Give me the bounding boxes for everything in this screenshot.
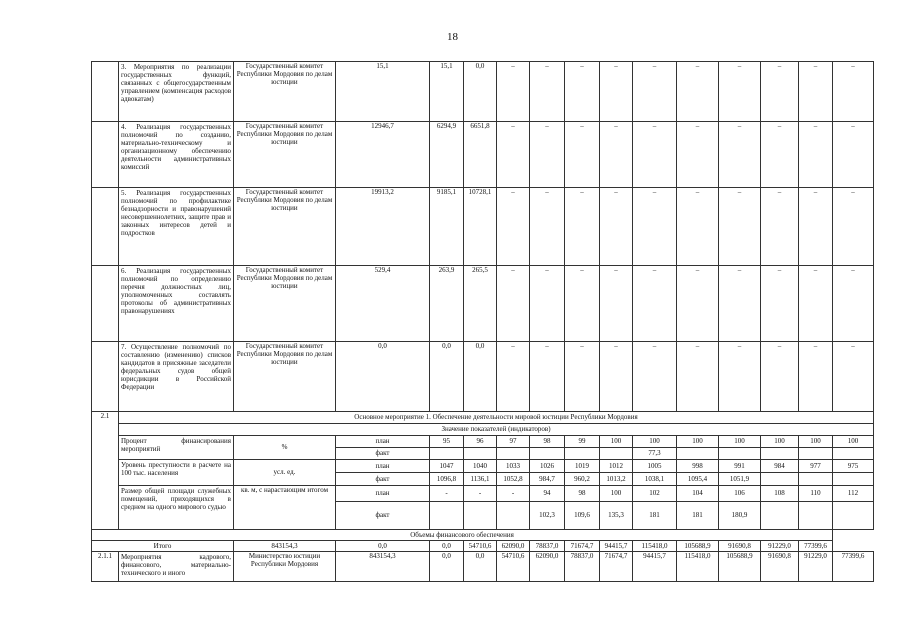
activity-value: – (833, 188, 874, 266)
fact-value (799, 502, 833, 530)
activity-value: – (799, 188, 833, 266)
fact-value: 77,3 (633, 448, 677, 460)
plan-value: 100 (633, 436, 677, 448)
activity-row (92, 188, 874, 266)
activity-value: – (677, 122, 719, 188)
activity-value: 6651,8 (464, 122, 497, 188)
activity-executor: Государственный комитет Республики Мордовия по делам юстиции (234, 188, 336, 266)
fact-value (430, 448, 464, 460)
activity-value: – (600, 188, 633, 266)
plan-value: 100 (833, 436, 874, 448)
fact-value: 1051,9 (719, 473, 761, 486)
activity-value: 0,0 (430, 342, 464, 412)
activity-value: – (600, 342, 633, 412)
activity-value: – (565, 266, 600, 342)
fact-value (799, 473, 833, 486)
activity-value: – (565, 122, 600, 188)
plan-value: 100 (719, 436, 761, 448)
plan-value: 991 (719, 460, 761, 473)
activity-value: – (530, 188, 565, 266)
activity-value: – (761, 266, 799, 342)
fact-value: 1095,4 (677, 473, 719, 486)
fact-value (464, 448, 497, 460)
activity-value: 6294,9 (430, 122, 464, 188)
activity-executor: Государственный комитет Республики Мордовия по делам юстиции (234, 342, 336, 412)
indicator-unit: кв. м, с нарастающим итогом (234, 486, 336, 530)
activity-value: – (497, 342, 530, 412)
plan-value: - (497, 486, 530, 502)
totals-label: Итого (92, 541, 234, 552)
sub-row-name: Мероприятия кадрового, финансового, материально-технического и иного (119, 552, 234, 582)
plan-value: 102 (633, 486, 677, 502)
fact-value: 1096,8 (430, 473, 464, 486)
fact-label: факт (336, 473, 430, 486)
activity-value: – (633, 342, 677, 412)
page-number: 18 (447, 31, 458, 43)
activity-value: – (719, 342, 761, 412)
activity-name: 3. Мероприятия по реализации государственных функций, связанных с общегосударственным управлением (компенсация расходов адвокатам) (119, 62, 234, 122)
indicator-plan-row (92, 460, 874, 473)
plan-value: - (430, 486, 464, 502)
activity-value: – (719, 62, 761, 122)
fact-value: 984,7 (530, 473, 565, 486)
activity-value: – (761, 62, 799, 122)
indicator-unit: усл. ед. (234, 460, 336, 486)
activity-name: 5. Реализация государственных полномочий по профилактике безнадзорности и правонарушений несовершеннолетних, защите прав и законных интересов детей и подростков (119, 188, 234, 266)
activity-value: – (530, 342, 565, 412)
activity-value: – (530, 122, 565, 188)
activity-value: – (600, 122, 633, 188)
indicator-name: Процент финансирования мероприятий (119, 436, 234, 460)
totals-value: 78837,0 (530, 541, 565, 552)
fact-value: 1013,2 (600, 473, 633, 486)
activity-value: – (833, 342, 874, 412)
activity-executor: Государственный комитет Республики Мордовия по делам юстиции (234, 122, 336, 188)
plan-label: план (336, 460, 430, 473)
funding-header: Объемы финансового обеспечения (92, 530, 833, 541)
activity-value: – (833, 62, 874, 122)
fact-value: 960,2 (565, 473, 600, 486)
sub-row-value: 77399,6 (833, 552, 874, 582)
sub-row-value: 0,0 (464, 552, 497, 582)
activity-value: – (677, 62, 719, 122)
activity-value: – (497, 122, 530, 188)
activity-value: – (799, 122, 833, 188)
activity-total: 19913,2 (336, 188, 430, 266)
plan-value: 100 (799, 436, 833, 448)
sub-row-value: 105688,9 (719, 552, 761, 582)
plan-value: 100 (761, 436, 799, 448)
activity-executor: Государственный комитет Республики Мордовия по делам юстиции (234, 266, 336, 342)
plan-value: 96 (464, 436, 497, 448)
fact-value: 109,6 (565, 502, 600, 530)
activity-value: 0,0 (464, 62, 497, 122)
fact-value (799, 448, 833, 460)
activity-value: – (761, 342, 799, 412)
activity-value: 9185,1 (430, 188, 464, 266)
fact-value: 102,3 (530, 502, 565, 530)
totals-value: 0,0 (430, 541, 464, 552)
sub-row-value: 91229,0 (799, 552, 833, 582)
activity-name: 6. Реализация государственных полномочий по определению перечня должностных лиц, уполномоченных составлять протоколы об административных правонарушениях (119, 266, 234, 342)
section-header-row (92, 412, 874, 424)
fact-value (761, 448, 799, 460)
indicator-unit: % (234, 436, 336, 460)
activity-value: – (677, 188, 719, 266)
row-code-cell (92, 62, 119, 122)
activity-value: – (799, 342, 833, 412)
sub-row-value: 91690,8 (761, 552, 799, 582)
plan-value: 97 (497, 436, 530, 448)
fact-value (761, 473, 799, 486)
section-code: 2.1 (92, 412, 119, 530)
sub-row-value: 115418,0 (677, 552, 719, 582)
fact-value (761, 502, 799, 530)
fact-value (530, 448, 565, 460)
activity-value: – (761, 188, 799, 266)
activity-value: 263,9 (430, 266, 464, 342)
activity-value: – (719, 266, 761, 342)
fact-value (497, 502, 530, 530)
fact-value (464, 502, 497, 530)
activity-row (92, 62, 874, 122)
fact-value: 1038,1 (633, 473, 677, 486)
plan-value: 98 (565, 486, 600, 502)
activity-value: 0,0 (464, 342, 497, 412)
fact-value: 180,9 (719, 502, 761, 530)
plan-value: 110 (799, 486, 833, 502)
activity-total: 15,1 (336, 62, 430, 122)
totals-value: 54710,6 (464, 541, 497, 552)
fact-value: 135,3 (600, 502, 633, 530)
totals-value: 105688,9 (677, 541, 719, 552)
activity-row (92, 342, 874, 412)
plan-value: 998 (677, 460, 719, 473)
indicator-plan-row (92, 486, 874, 502)
totals-row (92, 541, 874, 552)
plan-value: 95 (430, 436, 464, 448)
activity-value: 10728,1 (464, 188, 497, 266)
funding-header-row (92, 530, 874, 541)
sub-row-value: 71674,7 (600, 552, 633, 582)
plan-value: 100 (600, 486, 633, 502)
fact-value (600, 448, 633, 460)
activity-row (92, 266, 874, 342)
sub-row-value: 0,0 (430, 552, 464, 582)
activity-name: 4. Реализация государственных полномочий по созданию, материально-техническому и организационному обеспечению деятельности административных комиссий (119, 122, 234, 188)
plan-value: 1040 (464, 460, 497, 473)
fact-value: 1052,8 (497, 473, 530, 486)
activity-value: – (530, 62, 565, 122)
fact-value (677, 448, 719, 460)
plan-value: 1019 (565, 460, 600, 473)
plan-value: 1033 (497, 460, 530, 473)
row-code-cell (92, 342, 119, 412)
indicator-name: Размер общей площади служебных помещений, приходящихся в среднем на одного мирового судью (119, 486, 234, 530)
row-code-cell (92, 266, 119, 342)
totals-value: 77399,6 (799, 541, 833, 552)
sub-row-value: 78837,0 (565, 552, 600, 582)
plan-value: 106 (719, 486, 761, 502)
fact-label: факт (336, 502, 430, 530)
indicators-header-row (92, 424, 874, 436)
activity-value: – (677, 266, 719, 342)
activity-value: – (600, 266, 633, 342)
activity-value: – (677, 342, 719, 412)
fact-value (565, 448, 600, 460)
sub-row-value: 94415,7 (633, 552, 677, 582)
activity-value: – (565, 342, 600, 412)
indicator-plan-row (92, 436, 874, 448)
sub-row-value: 54710,6 (497, 552, 530, 582)
plan-label: план (336, 486, 430, 502)
plan-label: план (336, 436, 430, 448)
plan-value: 108 (761, 486, 799, 502)
plan-value: 1047 (430, 460, 464, 473)
sub-row-value: 62090,0 (530, 552, 565, 582)
totals-value: 91229,0 (761, 541, 799, 552)
fact-value (833, 502, 874, 530)
fact-value (497, 448, 530, 460)
activity-value: – (761, 122, 799, 188)
plan-value: 1012 (600, 460, 633, 473)
activity-name: 7. Осуществление полномочий по составлению (изменению) списков кандидатов в присяжные заседатели федеральных судов общей юрисдикции в Российской Федерации (119, 342, 234, 412)
activity-value: – (633, 266, 677, 342)
activity-total: 529,4 (336, 266, 430, 342)
activity-value: – (633, 62, 677, 122)
totals-value: 0,0 (336, 541, 430, 552)
sub-row-executor: Министерство юстиции Республики Мордовия (234, 552, 336, 582)
activity-value: – (719, 188, 761, 266)
program-table (91, 61, 874, 582)
activity-value: – (497, 266, 530, 342)
plan-value: 1005 (633, 460, 677, 473)
totals-value: 71674,7 (565, 541, 600, 552)
activity-row (92, 122, 874, 188)
activity-value: – (565, 62, 600, 122)
activity-total: 12946,7 (336, 122, 430, 188)
activity-executor: Государственный комитет Республики Мордовия по делам юстиции (234, 62, 336, 122)
row-code-cell (92, 188, 119, 266)
plan-value: 984 (761, 460, 799, 473)
plan-value: 100 (600, 436, 633, 448)
totals-value: 62090,0 (497, 541, 530, 552)
fact-value: 181 (633, 502, 677, 530)
totals-value: 91690,8 (719, 541, 761, 552)
activity-value: – (497, 62, 530, 122)
activity-value: – (799, 62, 833, 122)
totals-value: 94415,7 (600, 541, 633, 552)
activity-value: – (600, 62, 633, 122)
activity-value: – (633, 188, 677, 266)
section-title: Основное мероприятие 1. Обеспечение деятельности мировой юстиции Республики Мордовия (119, 412, 874, 424)
totals-value: 843154,3 (234, 541, 336, 552)
fact-value (430, 502, 464, 530)
plan-value: 977 (799, 460, 833, 473)
activity-value: – (530, 266, 565, 342)
plan-value: 975 (833, 460, 874, 473)
fact-value (719, 448, 761, 460)
row-code-cell (92, 122, 119, 188)
fact-value (833, 473, 874, 486)
plan-value: - (464, 486, 497, 502)
plan-value: 112 (833, 486, 874, 502)
fact-label: факт (336, 448, 430, 460)
indicator-name: Уровень преступности в расчете на 100 тыс. населения (119, 460, 234, 486)
activity-value: – (833, 122, 874, 188)
totals-value: 115418,0 (633, 541, 677, 552)
plan-value: 98 (530, 436, 565, 448)
sub-row-value: 843154,3 (336, 552, 430, 582)
activity-value: 265,5 (464, 266, 497, 342)
fact-value: 181 (677, 502, 719, 530)
activity-value: 15,1 (430, 62, 464, 122)
plan-value: 99 (565, 436, 600, 448)
activity-value: – (565, 188, 600, 266)
indicators-header: Значение показателей (индикаторов) (119, 424, 874, 436)
fact-value (833, 448, 874, 460)
fact-value: 1136,1 (464, 473, 497, 486)
activity-value: – (799, 266, 833, 342)
plan-value: 104 (677, 486, 719, 502)
sub-activity-row (92, 552, 874, 582)
activity-value: – (833, 266, 874, 342)
activity-total: 0,0 (336, 342, 430, 412)
activity-value: – (719, 122, 761, 188)
plan-value: 100 (677, 436, 719, 448)
activity-value: – (497, 188, 530, 266)
plan-value: 94 (530, 486, 565, 502)
plan-value: 1026 (530, 460, 565, 473)
sub-row-code: 2.1.1 (92, 552, 119, 582)
activity-value: – (633, 122, 677, 188)
